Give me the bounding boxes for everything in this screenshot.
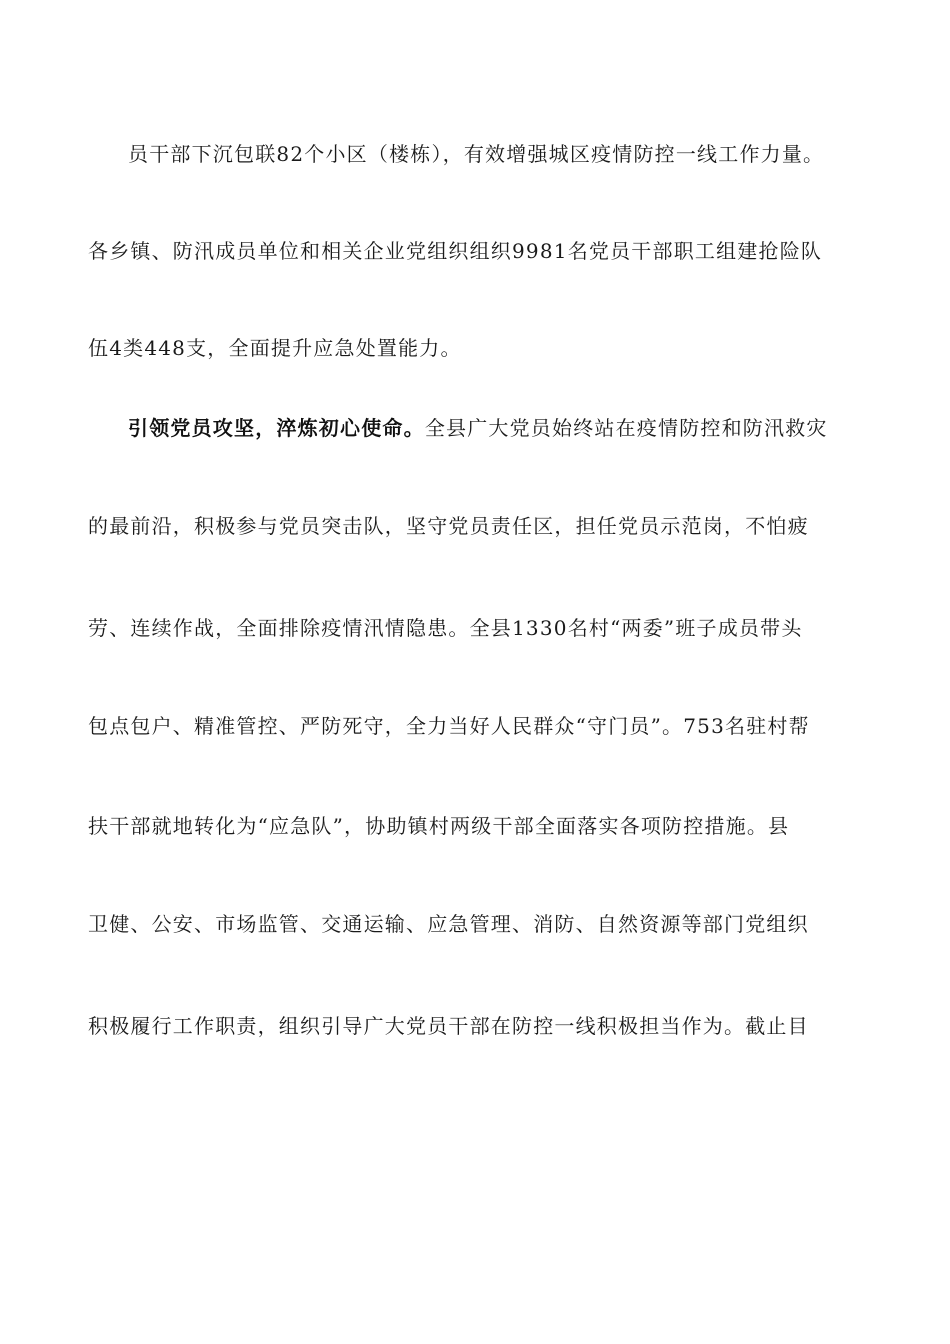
paragraph-line-10: 积极履行工作职责，组织引导广大党员干部在防控一线积极担当作为。截止目 (88, 1014, 809, 1038)
paragraph-line-8: 扶干部就地转化为“应急队”，协助镇村两级干部全面落实各项防控措施。县 (88, 814, 790, 838)
paragraph-line-3: 伍4类448支，全面提升应急处置能力。 (88, 336, 462, 360)
paragraph-line-2: 各乡镇、防汛成员单位和相关企业党组织组织9981名党员干部职工组建抢险队 (88, 239, 823, 263)
paragraph-line-6: 劳、连续作战，全面排除疫情汛情隐患。全县1330名村“两委”班子成员带头 (88, 616, 803, 640)
paragraph-line-1: 员干部下沉包联82个小区（楼栋），有效增强城区疫情防控一线工作力量。 (128, 142, 825, 166)
paragraph-line-4 (128, 414, 908, 442)
paragraph-line-9: 卫健、公安、市场监管、交通运输、应急管理、消防、自然资源等部门党组织 (88, 912, 809, 936)
section-heading: 引领党员攻坚，淬炼初心使命。 (128, 416, 425, 440)
paragraph-text: 全县广大党员始终站在疫情防控和防汛救灾 (424, 416, 828, 440)
paragraph-line-7: 包点包户、精准管控、严防死守，全力当好人民群众“守门员”。753名驻村帮 (88, 714, 810, 738)
paragraph-line-5: 的最前沿，积极参与党员突击队，坚守党员责任区，担任党员示范岗，不怕疲 (88, 514, 809, 538)
